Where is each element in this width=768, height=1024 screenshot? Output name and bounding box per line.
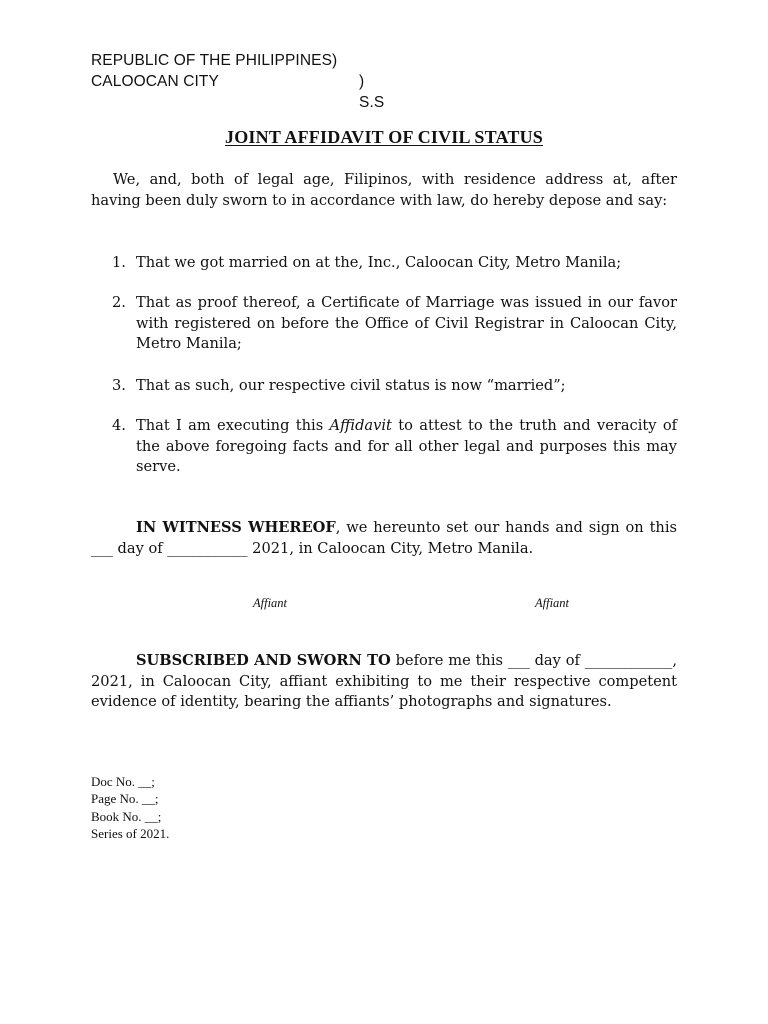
jurat-paragraph <box>91 651 677 713</box>
caption-ss: ) S.S <box>359 73 385 111</box>
list-item-text-start: That I am executing this <box>136 417 330 434</box>
notarial-register <box>91 773 169 842</box>
list-item-number: 4. <box>112 417 126 434</box>
witness-text: , we hereunto set our hands and sign on this ___ day of ___________ 2021, in Caloocan City, Metro Manila. <box>91 519 677 557</box>
document-title: JOINT AFFIDAVIT OF CIVIL STATUS <box>225 127 543 147</box>
book-number: Book No. __; <box>91 808 162 824</box>
list-item-number: 2. <box>112 294 126 311</box>
venue-caption <box>91 50 385 111</box>
list-item-text: That we got married on at the, Inc., Caloocan City, Metro Manila; <box>136 254 622 271</box>
list-item-number: 3. <box>112 377 126 394</box>
list-item-number: 1. <box>112 254 126 271</box>
jurat-text: before me this ___ day of ____________, 2021, in Caloocan City, affiant exhibiting to me their respective competent evidence of identity, bearing the affiants’ photographs and signatures. <box>91 652 677 711</box>
caption-republic: REPUBLIC OF THE PHILIPPINES) <box>91 52 338 69</box>
affiant-label-left: Affiant <box>253 596 288 610</box>
affiant-label-right: Affiant <box>535 596 570 610</box>
list-item <box>112 376 677 397</box>
list-item <box>112 253 677 274</box>
list-item <box>112 416 677 478</box>
list-item-text: That as such, our respective civil status is now “married”; <box>136 377 566 394</box>
doc-number: Doc No. __; <box>91 774 155 789</box>
witness-paragraph <box>91 518 677 559</box>
list-item <box>112 293 677 355</box>
document-title-wrap <box>0 127 768 148</box>
list-item-text-end: to attest to the truth and veracity of the above foregoing facts and for all other legal and purposes this may serve. <box>136 417 678 476</box>
page-number: Page No. __; <box>91 791 159 807</box>
affidavit-emphasis: Affidavit <box>329 417 392 434</box>
caption-city: CALOOCAN CITY <box>91 73 219 90</box>
series-year: Series of 2021. <box>91 825 170 841</box>
list-item-text: That as proof thereof, a Certificate of Marriage was issued in our favor with registered on before the Office of Civil Registrar in Caloocan City, Metro Manila; <box>136 294 677 353</box>
list-item-text <box>136 416 677 478</box>
witness-lead: IN WITNESS WHEREOF <box>136 519 336 536</box>
jurat-lead: SUBSCRIBED AND SWORN TO <box>136 652 391 669</box>
intro-paragraph: We, and, both of legal age, Filipinos, with residence address at, after having been duly sworn to in accordance with law, do hereby depose and say: <box>91 171 677 209</box>
